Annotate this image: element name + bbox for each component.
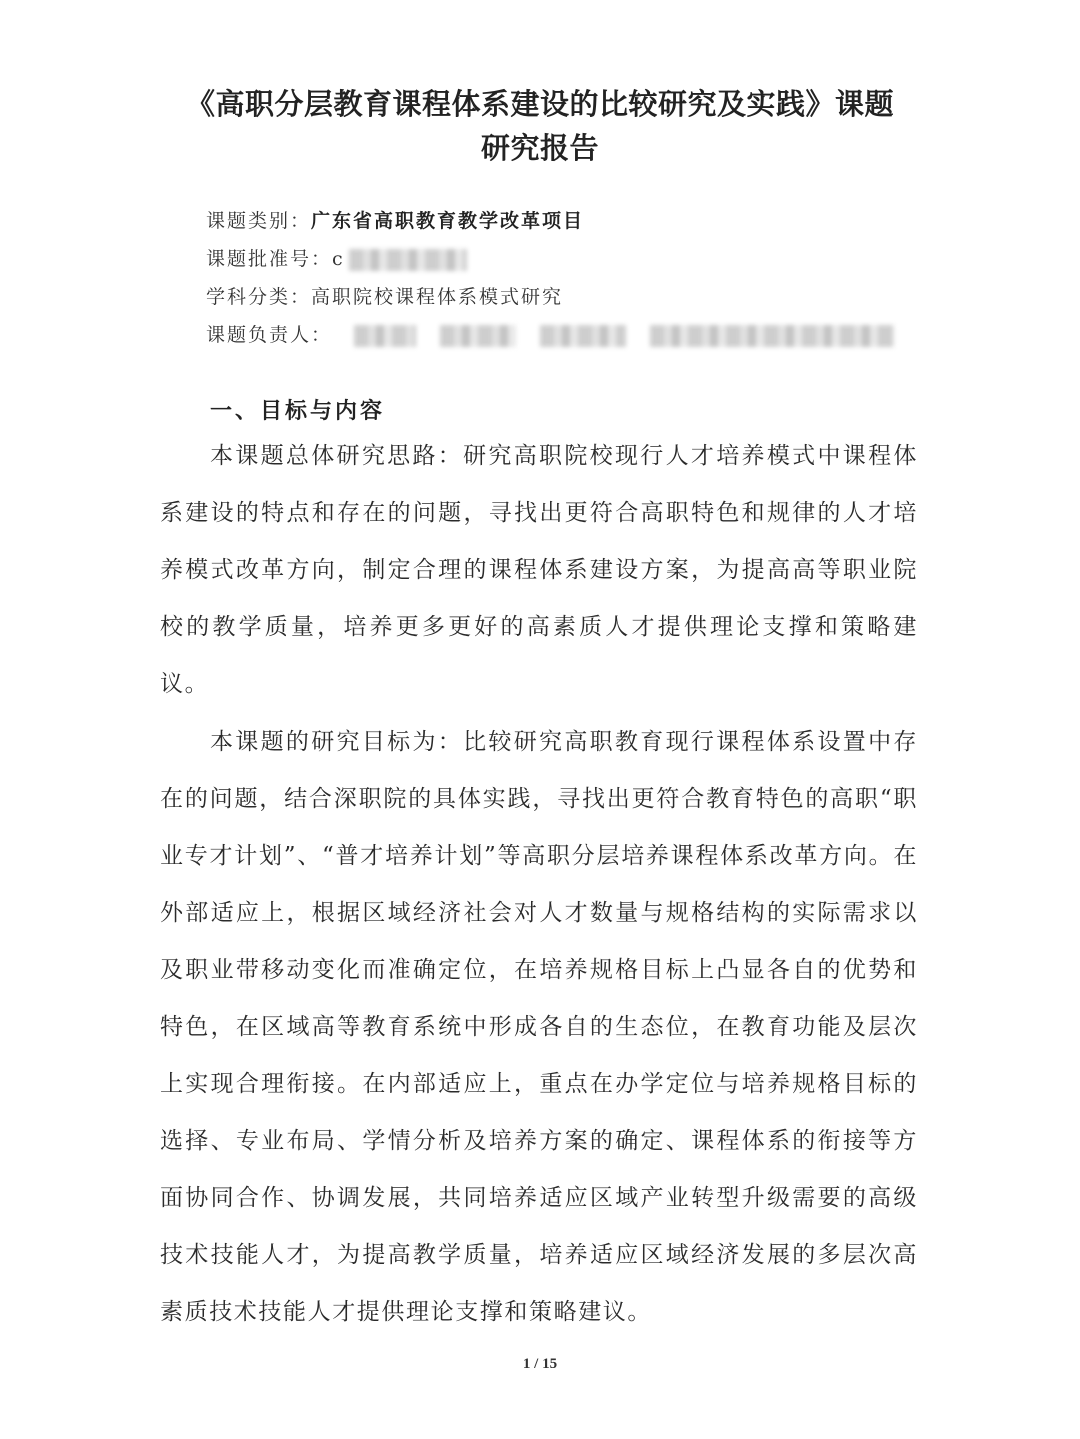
section-heading: 一、目标与内容 <box>210 399 386 424</box>
meta-approval-number <box>206 240 906 278</box>
meta-category-value: 广东省高职教育教学改革项目 <box>311 210 585 232</box>
redacted-leader-3 <box>540 325 626 347</box>
meta-approval-label: 课题批准号： <box>206 248 333 270</box>
paragraph-research-approach: 本课题总体研究思路：研究高职院校现行人才培养模式中课程体系建设的特点和存在的问题，寻找出更符合高职特色和规律的人才培养模式改革方向，制定合理的课程体系建设方案，为提高高等职业院校的教学质量，培养更多更好的高素质人才提供理论支撑和策略建议。 <box>160 443 918 697</box>
meta-subject-value: 高职院校课程体系模式研究 <box>311 286 564 308</box>
meta-category <box>206 202 906 240</box>
title-line-2: 研究报告 <box>480 131 599 165</box>
project-info <box>206 202 906 354</box>
meta-subject <box>206 278 906 316</box>
redacted-approval-number <box>349 249 467 271</box>
redacted-leader-1 <box>354 325 416 347</box>
paragraph-research-goals: 本课题的研究目标为：比较研究高职教育现行课程体系设置中存在的问题，结合深职院的具体实践，寻找出更符合教育特色的高职“职业专才计划”、“普才培养计划”等高职分层培养课程体系改革方向。在外部适应上，根据区域经济社会对人才数量与规格结构的实际需求以及职业带移动变化而准确定位，在培养规格目标上凸显各自的优势和特色，在区域高等教育系统中形成各自的生态位，在教育功能及层次上实现合理衔接。在内部适应上，重点在办学定位与培养规格目标的选择、专业布局、学情分析及培养方案的确定、课程体系的衔接等方面协同合作、协调发展，共同培养适应区域产业转型升级需要的高级技术技能人才，为提高教学质量，培养适应区域经济发展的多层次高素质技术技能人才提供理论支撑和策略建议。 <box>160 729 918 1325</box>
title-line-1: 《高职分层教育课程体系建设的比较研究及实践》课题 <box>185 87 894 121</box>
meta-leader-label: 课题负责人： <box>206 324 333 346</box>
page-number: 1 / 15 <box>522 1356 558 1372</box>
meta-category-label: 课题类别： <box>206 210 312 232</box>
redacted-leader-4 <box>650 325 894 347</box>
meta-leader <box>206 316 906 354</box>
document-title <box>160 82 920 170</box>
redacted-leader-2 <box>440 325 516 347</box>
meta-approval-value: c <box>332 248 345 270</box>
meta-subject-label: 学科分类： <box>206 286 312 308</box>
